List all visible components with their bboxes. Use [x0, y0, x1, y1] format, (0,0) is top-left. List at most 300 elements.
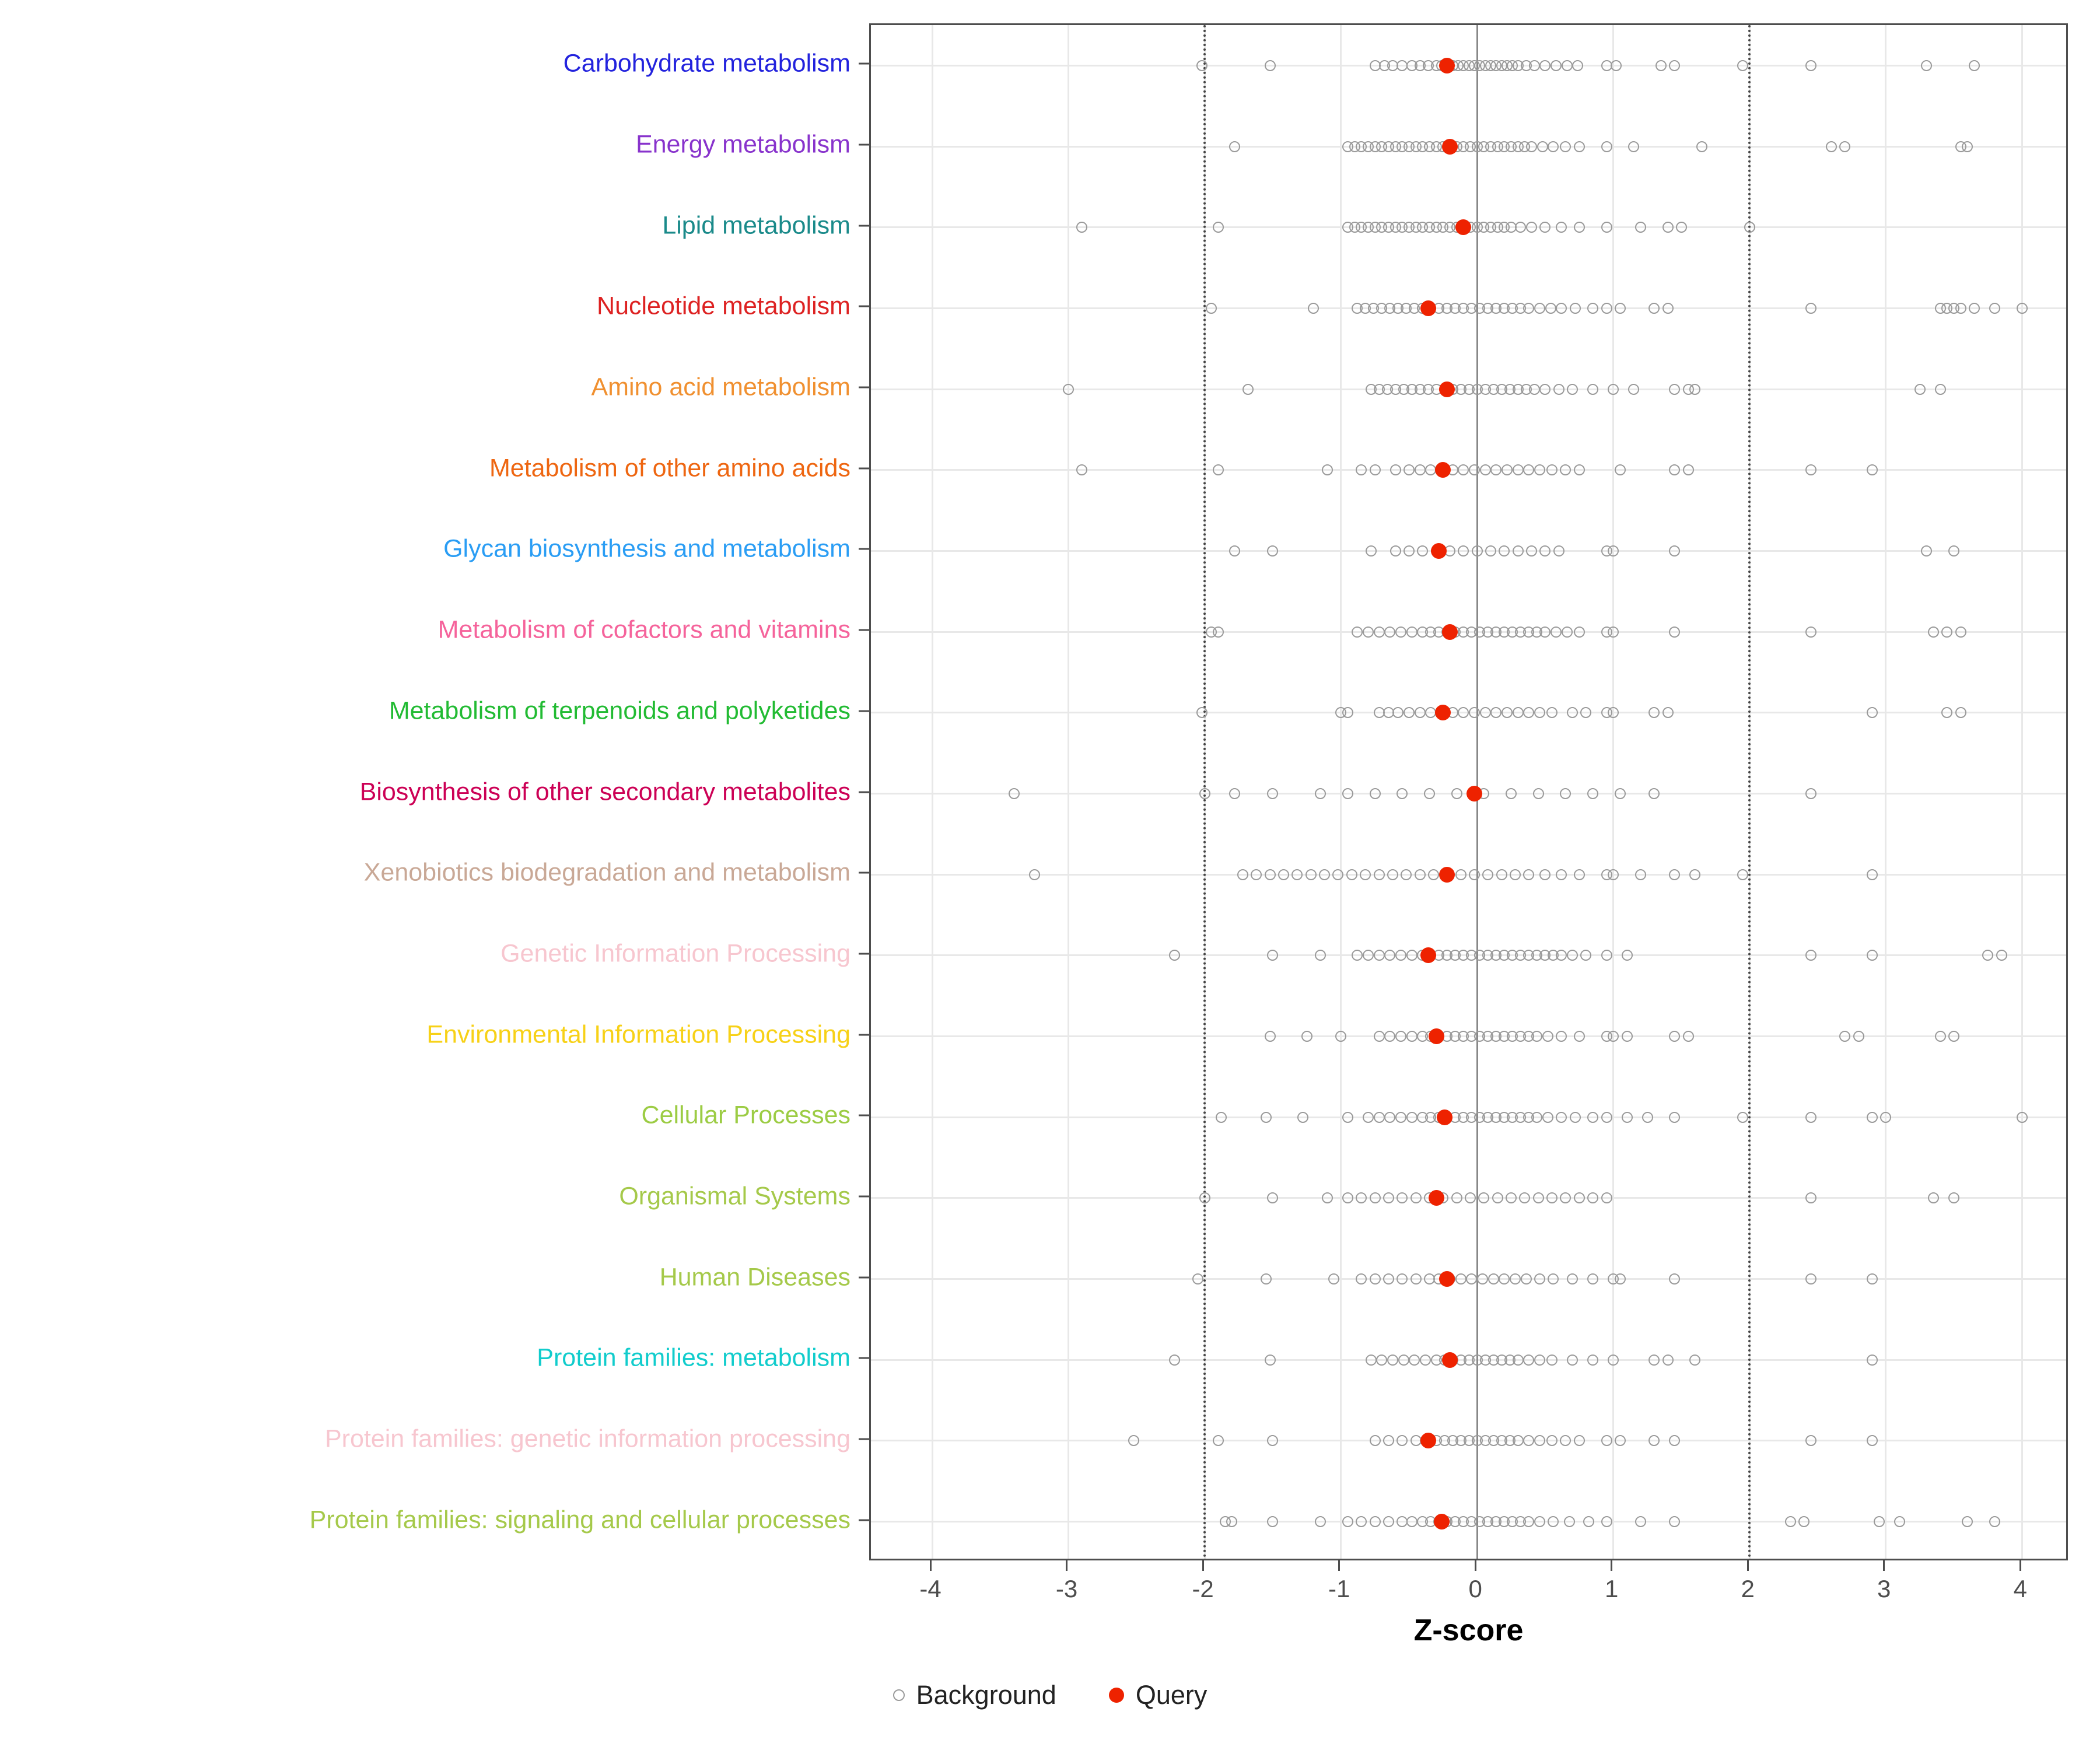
background-point: [1410, 1192, 1422, 1203]
background-point: [1395, 626, 1406, 638]
background-point: [1611, 60, 1622, 71]
query-point: [1420, 947, 1436, 963]
background-point: [1669, 545, 1680, 556]
y-axis-tick: [859, 872, 869, 874]
background-point: [1737, 869, 1748, 880]
background-point: [1396, 788, 1408, 799]
background-point: [1948, 1031, 1959, 1042]
background-point: [1560, 464, 1571, 475]
background-point: [1482, 869, 1493, 880]
background-point: [1406, 1112, 1418, 1123]
background-point: [1560, 1435, 1571, 1446]
legend-item-background: [893, 1680, 1056, 1710]
background-point: [1546, 1192, 1558, 1203]
background-point: [1342, 1192, 1353, 1203]
y-axis-tick: [859, 1034, 869, 1035]
background-point: [1374, 950, 1385, 961]
background-point: [1206, 303, 1217, 314]
background-point: [1567, 1273, 1578, 1284]
background-point: [1648, 1354, 1660, 1366]
x-axis-tick-label: -4: [919, 1575, 942, 1602]
background-point: [1387, 1354, 1398, 1366]
background-point: [1523, 303, 1534, 314]
y-axis-category-label: Protein families: signaling and cellular processes: [309, 1506, 850, 1534]
y-axis-category-label: Carbohydrate metabolism: [563, 49, 850, 78]
background-point: [1513, 545, 1524, 556]
background-point: [1955, 626, 1966, 638]
background-point: [1534, 1354, 1545, 1366]
background-point: [1921, 60, 1932, 71]
background-point: [1265, 60, 1276, 71]
background-point: [1656, 60, 1667, 71]
x-axis-tick: [1066, 1560, 1068, 1571]
background-point: [1669, 60, 1680, 71]
background-point: [1601, 222, 1612, 233]
background-point: [1548, 1516, 1559, 1527]
y-axis-category-label: Biosynthesis of other secondary metabolites: [359, 778, 850, 806]
background-point: [1996, 950, 2007, 961]
background-point: [1601, 1112, 1612, 1123]
y-axis-tick: [859, 953, 869, 954]
background-point: [1428, 869, 1439, 880]
background-point: [1519, 1192, 1530, 1203]
background-point: [1601, 1192, 1612, 1203]
background-point: [1478, 1192, 1489, 1203]
background-point: [1608, 869, 1619, 880]
background-point: [1826, 141, 1837, 152]
x-gridline: [1885, 25, 1887, 1559]
x-axis-tick-label: -2: [1192, 1575, 1214, 1602]
y-axis-tick: [859, 548, 869, 550]
background-point: [1213, 1435, 1224, 1446]
background-point: [1213, 222, 1224, 233]
x-gridline: [1340, 25, 1342, 1559]
background-point: [1683, 464, 1694, 475]
y-axis-tick: [859, 63, 869, 65]
background-point: [1948, 1192, 1959, 1203]
background-point: [1029, 869, 1040, 880]
background-point: [1415, 464, 1426, 475]
background-point: [1506, 1192, 1517, 1203]
background-point: [1229, 141, 1240, 152]
background-point: [1805, 464, 1817, 475]
background-point: [1567, 707, 1578, 718]
background-point: [1546, 1435, 1558, 1446]
background-point: [1615, 464, 1626, 475]
background-point: [1567, 1354, 1578, 1366]
background-point: [1523, 707, 1534, 718]
background-point: [1374, 1112, 1385, 1123]
background-point: [1366, 1354, 1377, 1366]
background-point: [1401, 869, 1412, 880]
background-point: [1469, 707, 1480, 718]
background-point: [1213, 626, 1224, 638]
background-point: [1415, 869, 1426, 880]
background-point: [1867, 1435, 1878, 1446]
y-axis-category-label: Protein families: metabolism: [537, 1343, 850, 1372]
background-point: [1587, 303, 1598, 314]
query-point: [1439, 382, 1455, 397]
background-point: [1366, 545, 1377, 556]
query-point: [1466, 786, 1482, 802]
background-point: [1374, 626, 1385, 638]
background-point: [1523, 869, 1534, 880]
background-point: [1556, 1112, 1567, 1123]
background-point: [1076, 222, 1087, 233]
background-point: [1553, 384, 1564, 395]
background-point: [1169, 1354, 1180, 1366]
background-point: [1395, 950, 1406, 961]
background-point: [1628, 384, 1639, 395]
background-point: [1955, 303, 1966, 314]
query-point: [1420, 300, 1436, 316]
background-point: [1546, 1354, 1558, 1366]
query-point: [1455, 219, 1471, 235]
background-point: [1805, 788, 1817, 799]
background-point: [1406, 626, 1418, 638]
background-point: [1560, 788, 1571, 799]
background-point: [1539, 869, 1550, 880]
background-point: [1587, 384, 1598, 395]
background-point: [1935, 384, 1946, 395]
y-axis-category-label: Amino acid metabolism: [591, 373, 850, 401]
background-point: [1335, 1031, 1346, 1042]
background-point: [1199, 1192, 1210, 1203]
background-point: [1839, 141, 1850, 152]
y-axis-tick: [859, 629, 869, 631]
background-point: [1490, 707, 1502, 718]
background-point: [1451, 788, 1462, 799]
background-point: [1982, 950, 1993, 961]
background-point: [1387, 869, 1398, 880]
background-point: [1744, 222, 1755, 233]
background-point: [1356, 1516, 1367, 1527]
background-point: [1683, 1031, 1694, 1042]
background-point: [1805, 1112, 1817, 1123]
background-point: [1406, 1031, 1418, 1042]
y-axis-tick: [859, 791, 869, 793]
legend-label-background: Background: [916, 1680, 1056, 1710]
background-point: [1370, 464, 1381, 475]
background-point: [1328, 1273, 1339, 1284]
background-point: [1941, 707, 1952, 718]
background-point: [1894, 1516, 1905, 1527]
background-point: [1798, 1516, 1810, 1527]
background-point: [1564, 1516, 1575, 1527]
background-point: [1374, 869, 1385, 880]
x-gridline: [1612, 25, 1614, 1559]
background-point: [1545, 303, 1556, 314]
reference-line-dotted: [1748, 25, 1751, 1559]
background-point: [1301, 1031, 1312, 1042]
background-point: [1534, 1435, 1545, 1446]
query-point: [1437, 1110, 1452, 1125]
x-axis-title: Z-score: [1413, 1614, 1524, 1647]
background-point: [1805, 60, 1817, 71]
background-point: [1628, 141, 1639, 152]
background-point: [1867, 1112, 1878, 1123]
y-axis-category-label: Xenobiotics biodegradation and metabolism: [363, 858, 850, 887]
background-point: [1398, 1354, 1409, 1366]
background-point: [1490, 464, 1502, 475]
background-point: [1867, 1273, 1878, 1284]
x-axis-tick: [1747, 1560, 1749, 1571]
x-axis-tick: [2020, 1560, 2021, 1571]
background-point: [1192, 1273, 1203, 1284]
background-point: [1009, 788, 1020, 799]
y-axis-tick: [859, 306, 869, 307]
background-point: [1292, 869, 1303, 880]
background-point: [1502, 464, 1513, 475]
background-point: [1542, 1031, 1553, 1042]
y-axis-category-label: Protein families: genetic information processing: [324, 1424, 850, 1453]
background-point: [1572, 60, 1583, 71]
background-point: [1529, 60, 1540, 71]
background-point: [1608, 384, 1619, 395]
x-axis-tick-label: 3: [1877, 1575, 1891, 1602]
y-axis-category-label: Metabolism of other amino acids: [489, 454, 850, 482]
background-point: [1265, 1354, 1276, 1366]
background-point: [1469, 869, 1480, 880]
background-point: [1574, 141, 1585, 152]
x-gridline: [932, 25, 933, 1559]
background-point: [1574, 464, 1585, 475]
background-point: [1669, 1435, 1680, 1446]
background-point: [1531, 1112, 1542, 1123]
y-axis-category-label: Environmental Information Processing: [426, 1020, 850, 1049]
background-point: [1526, 545, 1537, 556]
x-axis-tick: [1611, 1560, 1612, 1571]
background-point: [1523, 464, 1534, 475]
background-point: [1213, 464, 1224, 475]
query-point: [1435, 705, 1451, 720]
background-point: [1785, 1516, 1796, 1527]
background-point: [1226, 1516, 1237, 1527]
background-point: [1297, 1112, 1308, 1123]
background-point: [1356, 1273, 1367, 1284]
background-point: [1622, 950, 1633, 961]
background-point: [1480, 464, 1491, 475]
x-axis-tick-label: 0: [1468, 1575, 1482, 1602]
background-point: [1574, 1435, 1585, 1446]
background-point: [1635, 1516, 1646, 1527]
background-point: [1608, 545, 1619, 556]
background-point: [1534, 707, 1545, 718]
background-point: [1261, 1273, 1272, 1284]
plot-area: [869, 23, 2068, 1560]
background-point: [1261, 1112, 1272, 1123]
x-axis-tick: [1338, 1560, 1340, 1571]
background-point: [1374, 1031, 1385, 1042]
background-point: [1601, 303, 1612, 314]
chart-legend: [0, 1680, 2100, 1710]
background-point: [1948, 545, 1959, 556]
legend-label-query: Query: [1135, 1680, 1208, 1710]
background-point: [1608, 707, 1619, 718]
background-point: [1989, 303, 2000, 314]
background-point: [1539, 384, 1550, 395]
query-marker-icon: [1109, 1688, 1124, 1703]
background-point: [1608, 1031, 1619, 1042]
background-marker-icon: [893, 1689, 905, 1701]
background-point: [1502, 707, 1513, 718]
background-point: [1539, 222, 1550, 233]
background-point: [1669, 464, 1680, 475]
background-point: [1265, 869, 1276, 880]
background-point: [1455, 869, 1466, 880]
background-point: [1539, 545, 1550, 556]
background-point: [1384, 1112, 1395, 1123]
background-point: [1533, 1192, 1544, 1203]
y-axis-category-label: Glycan biosynthesis and metabolism: [443, 534, 850, 563]
background-point: [1962, 141, 1973, 152]
query-point: [1442, 624, 1458, 640]
background-point: [1513, 1354, 1524, 1366]
background-point: [1267, 1516, 1278, 1527]
background-point: [1363, 1112, 1374, 1123]
background-point: [1315, 1516, 1326, 1527]
background-point: [1574, 869, 1585, 880]
background-point: [1548, 141, 1559, 152]
background-point: [1526, 222, 1537, 233]
background-point: [1556, 869, 1567, 880]
background-point: [1635, 222, 1646, 233]
query-point: [1439, 58, 1455, 74]
query-point: [1420, 1433, 1436, 1448]
background-point: [1556, 222, 1567, 233]
background-point: [1867, 869, 1878, 880]
background-point: [1267, 1192, 1278, 1203]
background-point: [1267, 1435, 1278, 1446]
background-point: [1839, 1031, 1850, 1042]
background-point: [1805, 303, 1817, 314]
background-point: [1485, 545, 1496, 556]
background-point: [1395, 1031, 1406, 1042]
background-point: [1921, 545, 1932, 556]
background-point: [1278, 869, 1289, 880]
background-point: [1560, 1192, 1571, 1203]
query-point: [1429, 1028, 1444, 1044]
y-axis-tick: [859, 1115, 869, 1116]
background-point: [1556, 303, 1567, 314]
background-point: [1332, 869, 1343, 880]
background-point: [1356, 464, 1367, 475]
background-point: [1410, 1273, 1422, 1284]
background-point: [1363, 950, 1374, 961]
background-point: [1390, 464, 1401, 475]
background-point: [1669, 384, 1680, 395]
background-point: [1395, 1112, 1406, 1123]
background-point: [1669, 869, 1680, 880]
background-point: [1622, 1031, 1633, 1042]
background-point: [1169, 950, 1180, 961]
background-point: [1955, 707, 1966, 718]
background-point: [1580, 707, 1591, 718]
background-point: [1676, 222, 1687, 233]
background-point: [1352, 950, 1363, 961]
background-point: [1867, 1354, 1878, 1366]
background-point: [1570, 303, 1581, 314]
background-point: [1696, 141, 1707, 152]
background-point: [1455, 1273, 1466, 1284]
background-point: [1969, 60, 1980, 71]
background-point: [1267, 545, 1278, 556]
y-axis-tick: [859, 144, 869, 146]
background-point: [1542, 1112, 1553, 1123]
background-point: [1492, 1192, 1503, 1203]
background-point: [1574, 222, 1585, 233]
background-point: [1534, 303, 1545, 314]
background-point: [1409, 1354, 1420, 1366]
x-axis-tick: [1202, 1560, 1204, 1571]
background-point: [1499, 545, 1510, 556]
background-point: [1424, 788, 1435, 799]
background-point: [1383, 1516, 1394, 1527]
y-axis-category-label: Lipid metabolism: [662, 211, 850, 240]
background-point: [1513, 707, 1524, 718]
background-point: [1360, 869, 1371, 880]
background-point: [1587, 1354, 1598, 1366]
background-point: [1562, 60, 1573, 71]
background-point: [1415, 707, 1426, 718]
background-point: [1237, 869, 1248, 880]
background-point: [2017, 303, 2028, 314]
background-point: [1267, 788, 1278, 799]
background-point: [1346, 869, 1357, 880]
background-point: [1622, 1112, 1633, 1123]
background-point: [1458, 545, 1469, 556]
background-point: [1648, 788, 1660, 799]
background-point: [1539, 60, 1550, 71]
background-point: [1574, 626, 1585, 638]
background-point: [1587, 788, 1598, 799]
query-point: [1435, 462, 1451, 478]
background-point: [1574, 1031, 1585, 1042]
background-point: [1404, 707, 1415, 718]
background-point: [1615, 303, 1626, 314]
background-point: [1196, 60, 1208, 71]
background-point: [1642, 1112, 1653, 1123]
x-axis-tick: [930, 1560, 932, 1571]
background-point: [1406, 1516, 1418, 1527]
background-point: [1406, 950, 1418, 961]
background-point: [1608, 1354, 1619, 1366]
background-point: [1396, 1192, 1408, 1203]
y-axis-tick: [859, 1519, 869, 1521]
y-axis-tick: [859, 1357, 869, 1359]
background-point: [1533, 788, 1544, 799]
background-point: [1315, 950, 1326, 961]
y-axis-tick: [859, 1438, 869, 1440]
background-point: [1989, 1516, 2000, 1527]
background-point: [1689, 1354, 1700, 1366]
y-axis-category-label: Nucleotide metabolism: [597, 292, 850, 320]
background-point: [1531, 1031, 1542, 1042]
query-point: [1439, 1271, 1455, 1287]
background-point: [1469, 464, 1480, 475]
background-point: [1526, 141, 1537, 152]
background-point: [1935, 1031, 1946, 1042]
background-point: [1570, 1112, 1581, 1123]
query-point: [1439, 867, 1455, 883]
query-point: [1431, 543, 1447, 559]
background-point: [1392, 707, 1404, 718]
background-point: [1601, 141, 1612, 152]
background-point: [1352, 626, 1363, 638]
background-point: [1689, 869, 1700, 880]
background-point: [1587, 1112, 1598, 1123]
background-point: [1962, 1516, 1973, 1527]
